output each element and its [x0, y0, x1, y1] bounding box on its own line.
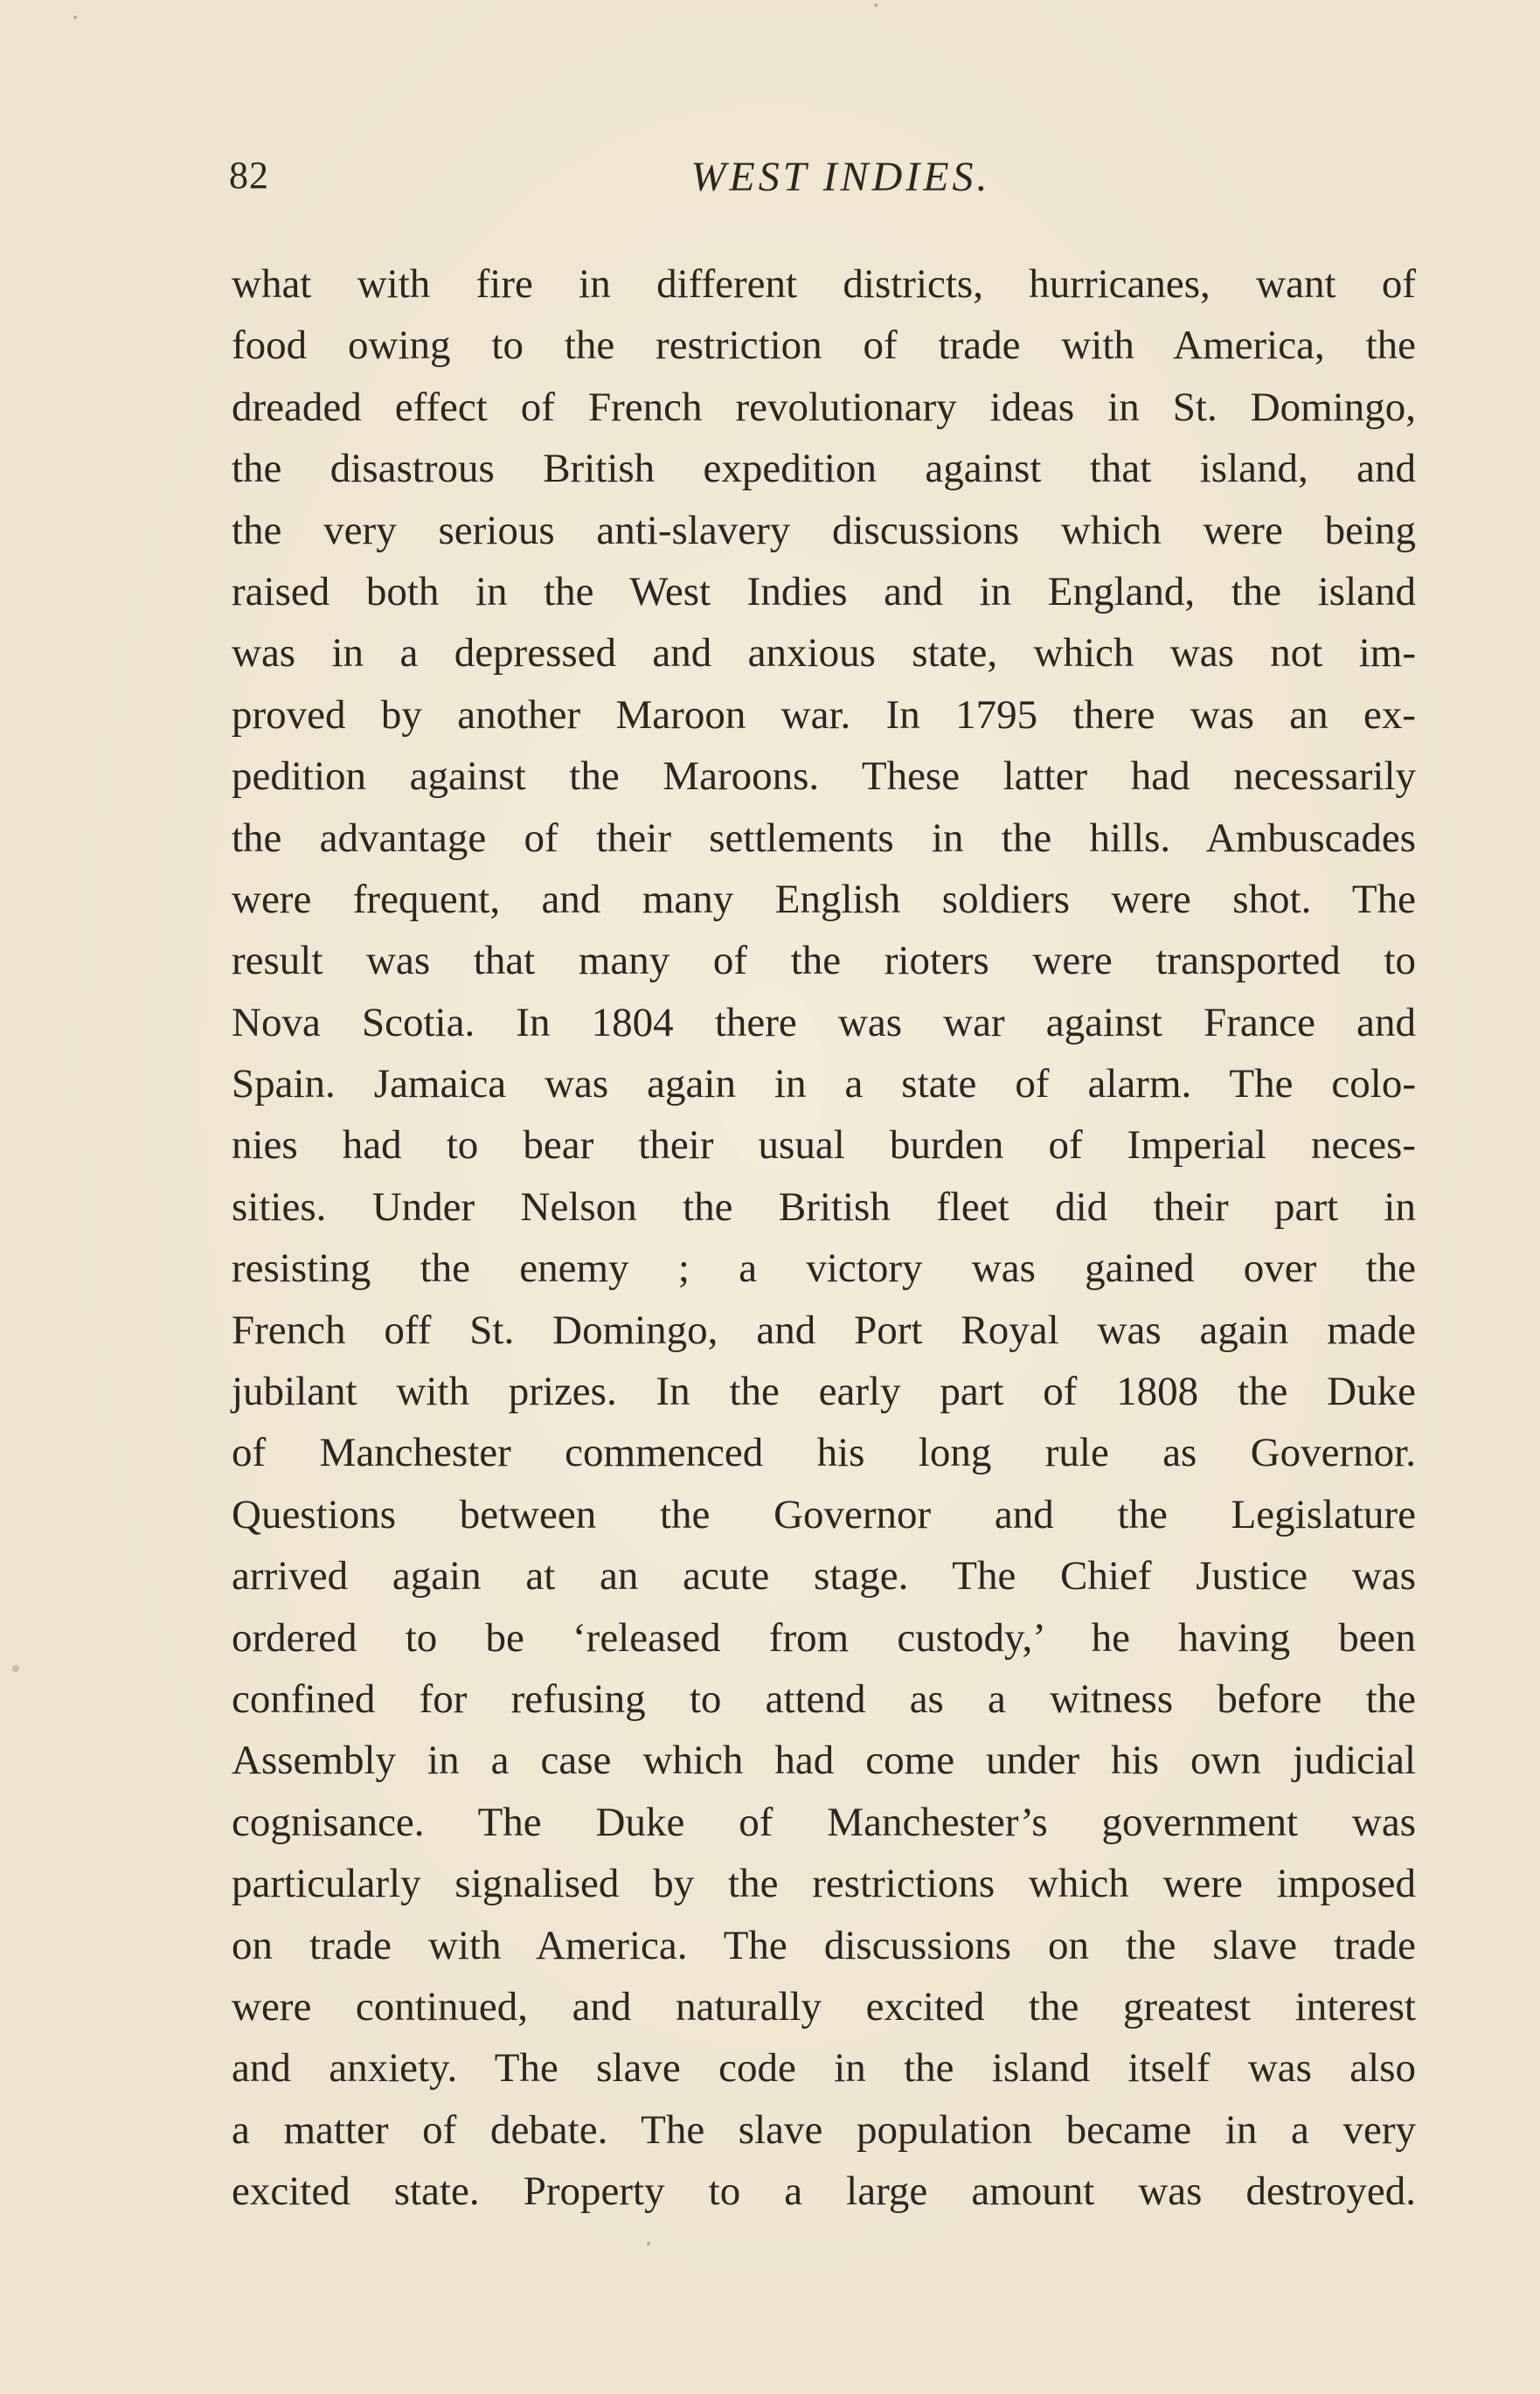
text-line: French off St. Domingo, and Port Royal was again made [232, 1307, 1416, 1353]
text-line: arrived again at an acute stage. The Chief Justice was [232, 1553, 1416, 1599]
text-line: excited state. Property to a large amount was destroyed. [232, 2168, 1416, 2215]
text-line: dreaded effect of French revolutionary ideas in St. Domingo, [232, 384, 1416, 430]
page-header [229, 153, 1418, 214]
text-line: result was that many of the rioters were transported to [232, 938, 1416, 984]
text-line: confined for refusing to attend as a witness before the [232, 1676, 1416, 1722]
page-number: 82 [229, 154, 269, 197]
text-line: the disastrous British expedition against that island, and [232, 446, 1416, 492]
text-line: Nova Scotia. In 1804 there was war against France and [232, 999, 1416, 1045]
paper-speck [874, 3, 878, 7]
text-line: and anxiety. The slave code in the island itself was also [232, 2045, 1416, 2092]
text-line: on trade with America. The discussions on the slave trade [232, 1922, 1416, 1968]
text-line: were continued, and naturally excited the greatest interest [232, 1983, 1416, 2030]
text-line: ordered to be ‘released from custody,’ he having been [232, 1614, 1416, 1661]
text-line: of Manchester commenced his long rule as Governor. [232, 1430, 1416, 1476]
paper-speck [12, 1665, 19, 1672]
text-line: particularly signalised by the restrictions which were imposed [232, 1861, 1416, 1907]
text-line: were frequent, and many English soldiers were shot. The [232, 876, 1416, 922]
text-line: what with fire in different districts, hurricanes, want of [232, 261, 1416, 307]
text-line: food owing to the restriction of trade with America, the [232, 323, 1416, 369]
text-line: Assembly in a case which had come under his own judicial [232, 1738, 1416, 1784]
text-line: resisting the enemy ; a victory was gained over the [232, 1246, 1416, 1292]
text-line: Questions between the Governor and the Legislature [232, 1491, 1416, 1537]
body-text [232, 253, 1416, 2223]
paper-speck [73, 16, 77, 19]
text-line: the very serious anti-slavery discussions which were being [232, 507, 1416, 553]
text-line: raised both in the West Indies and in England, the island [232, 568, 1416, 614]
running-title: WEST INDIES. [690, 154, 991, 200]
paper-speck [647, 2242, 650, 2245]
text-line: jubilant with prizes. In the early part of 1808 the Duke [232, 1369, 1416, 1415]
text-line: pedition against the Maroons. These latter had necessarily [232, 753, 1416, 800]
text-line: nies had to bear their usual burden of Imperial neces- [232, 1122, 1416, 1169]
text-line: was in a depressed and anxious state, which was not im- [232, 630, 1416, 677]
text-line: cognisance. The Duke of Manchester’s government was [232, 1799, 1416, 1845]
text-line: proved by another Maroon war. In 1795 there was an ex- [232, 691, 1416, 738]
text-line: the advantage of their settlements in the hills. Ambuscades [232, 815, 1416, 861]
text-line: sities. Under Nelson the British fleet did their part in [232, 1183, 1416, 1230]
text-line: Spain. Jamaica was again in a state of alarm. The colo- [232, 1061, 1416, 1107]
text-line: a matter of debate. The slave population became in a very [232, 2106, 1416, 2153]
